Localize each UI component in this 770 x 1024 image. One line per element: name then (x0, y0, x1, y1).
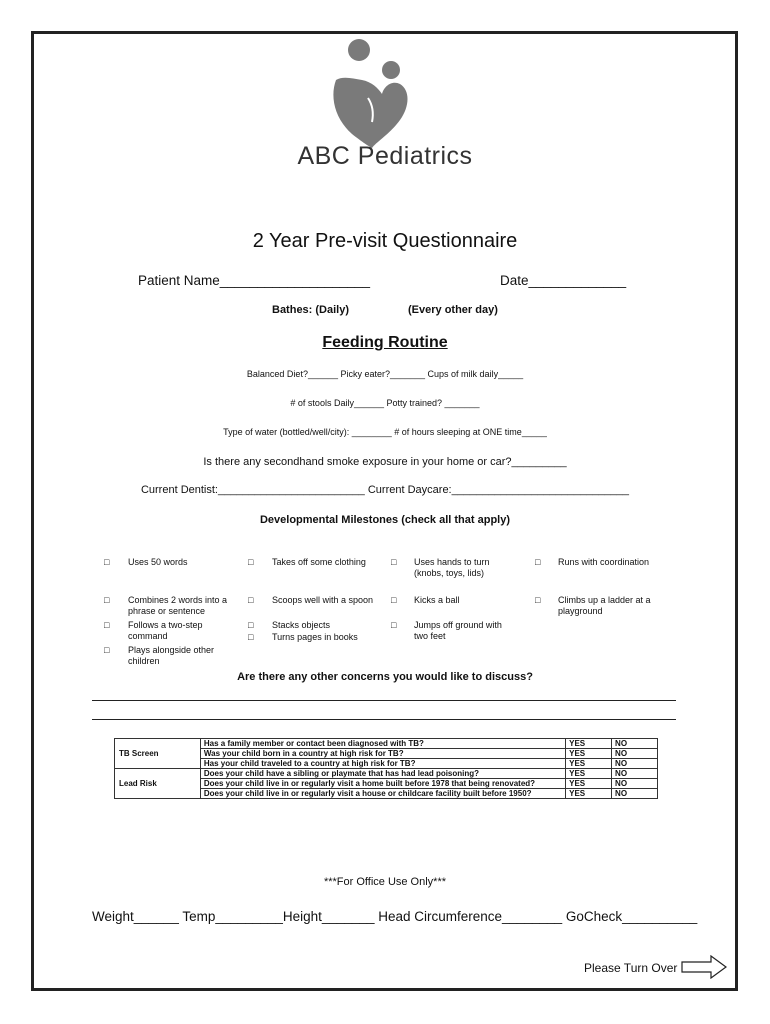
concerns-answer-line[interactable] (92, 719, 676, 720)
milestone-item: Follows a two-step command (128, 620, 203, 641)
milestone-item: Plays alongside other children (128, 645, 215, 666)
bathes-daily-option[interactable]: Bathes: (Daily) (272, 304, 350, 316)
office-vitals-fields[interactable]: Weight______ Temp_________Height_______ Head Circumference________ GoCheck__________ (92, 909, 698, 924)
question-cell: Has your child traveled to a country at high risk for TB? (200, 759, 565, 769)
question-cell: Has a family member or contact been diagnosed with TB? (200, 739, 565, 749)
milestone-item: Climbs up a ladder at a playground (558, 595, 651, 616)
page-frame (31, 31, 738, 991)
smoke-exposure-question[interactable]: Is there any secondhand smoke exposure in your home or car?_________ (203, 456, 567, 468)
milestone-checkbox[interactable]: □ (535, 557, 541, 567)
concerns-question: Are there any other concerns you would like to discuss? (237, 671, 533, 683)
milestone-item: Kicks a ball (414, 595, 460, 605)
page-title: 2 Year Pre-visit Questionnaire (252, 230, 518, 252)
question-cell: Does your child live in or regularly visit a home built before 1978 that being renovated? (200, 779, 565, 789)
milestone-item: Stacks objects (272, 620, 331, 630)
yes-option[interactable]: YES (566, 769, 612, 779)
feeding-line-2[interactable]: # of stools Daily______ Potty trained? _______ (290, 398, 480, 408)
table-row (115, 739, 658, 749)
bathes-every-other-day-option[interactable]: (Every other day) (408, 304, 498, 316)
milestones-heading: Developmental Milestones (check all that apply) (259, 514, 510, 526)
patient-name-field[interactable]: Patient Name____________________ (138, 273, 370, 288)
dentist-daycare-fields[interactable]: Current Dentist:________________________ Current Daycare:_____________________________ (140, 484, 630, 496)
no-option[interactable]: NO (612, 769, 658, 779)
feeding-line-1[interactable]: Balanced Diet?______ Picky eater?_______ Cups of milk daily_____ (246, 369, 524, 379)
milestone-checkbox[interactable]: □ (248, 595, 254, 605)
milestone-item: Scoops well with a spoon (272, 595, 374, 605)
office-use-heading: ***For Office Use Only*** (323, 876, 447, 888)
feeding-line-3[interactable]: Type of water (bottled/well/city): ________ # of hours sleeping at ONE time_____ (223, 427, 547, 437)
feeding-routine-heading: Feeding Routine (322, 334, 448, 351)
milestone-item: Uses 50 words (128, 557, 188, 567)
milestone-checkbox[interactable]: □ (391, 595, 397, 605)
brand-name: ABC Pediatrics (297, 142, 473, 170)
milestone-item: Turns pages in books (272, 632, 358, 642)
yes-option[interactable]: YES (566, 749, 612, 759)
milestone-checkbox[interactable]: □ (248, 620, 254, 630)
category-cell: Lead Risk (115, 769, 201, 799)
logo-icon (328, 38, 414, 148)
milestone-item: Combines 2 words into a phrase or sentence (128, 595, 228, 616)
no-option[interactable]: NO (612, 739, 658, 749)
question-cell: Does your child have a sibling or playmate that has had lead poisoning? (200, 769, 565, 779)
milestone-item: Runs with coordination (558, 557, 650, 567)
milestone-checkbox[interactable]: □ (248, 632, 254, 642)
arrow-right-icon (681, 955, 727, 979)
milestone-checkbox[interactable]: □ (391, 557, 397, 567)
milestone-item: Uses hands to turn (knobs, toys, lids) (414, 557, 490, 578)
table-row (115, 769, 658, 779)
milestone-checkbox[interactable]: □ (535, 595, 541, 605)
no-option[interactable]: NO (612, 779, 658, 789)
category-cell: TB Screen (115, 739, 201, 769)
yes-option[interactable]: YES (566, 789, 612, 799)
milestone-checkbox[interactable]: □ (104, 620, 110, 630)
yes-option[interactable]: YES (566, 779, 612, 789)
no-option[interactable]: NO (612, 789, 658, 799)
milestone-checkbox[interactable]: □ (104, 557, 110, 567)
question-cell: Does your child live in or regularly visit a house or childcare facility built before 1950? (200, 789, 565, 799)
yes-option[interactable]: YES (566, 739, 612, 749)
concerns-answer-line[interactable] (92, 700, 676, 701)
please-turn-over-label: Please Turn Over (584, 961, 678, 975)
milestone-checkbox[interactable]: □ (104, 645, 110, 655)
milestone-checkbox[interactable]: □ (104, 595, 110, 605)
milestone-checkbox[interactable]: □ (248, 557, 254, 567)
question-cell: Was your child born in a country at high risk for TB? (200, 749, 565, 759)
risk-screening-table (114, 738, 658, 799)
date-field[interactable]: Date_____________ (500, 273, 627, 288)
milestone-item: Takes off some clothing (272, 557, 366, 567)
milestone-item: Jumps off ground with two feet (414, 620, 502, 641)
no-option[interactable]: NO (612, 749, 658, 759)
milestone-checkbox[interactable]: □ (391, 620, 397, 630)
no-option[interactable]: NO (612, 759, 658, 769)
yes-option[interactable]: YES (566, 759, 612, 769)
